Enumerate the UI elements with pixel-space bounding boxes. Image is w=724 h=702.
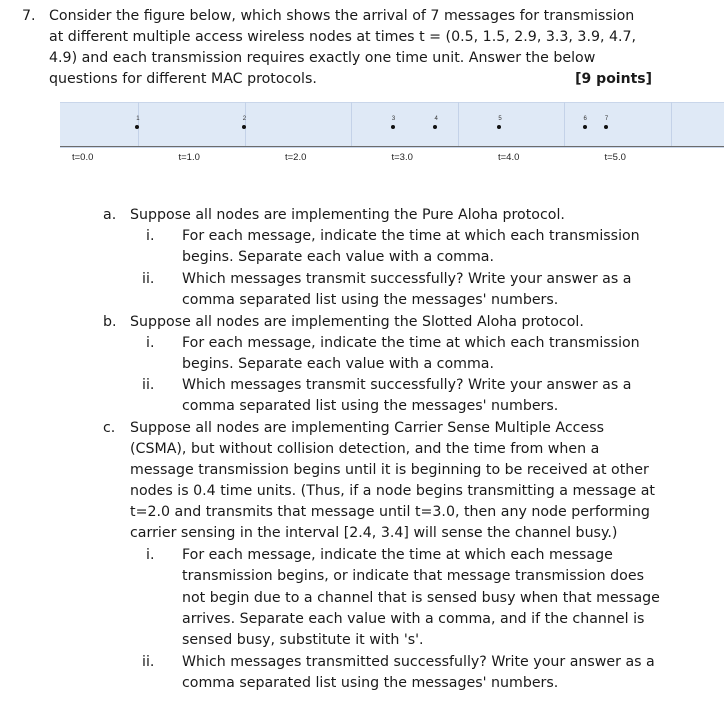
part-a-ii-marker: ii.: [142, 271, 155, 287]
timeline-tick-label: t=2.0: [285, 152, 307, 163]
part-b-ii-line: Which messages transmit successfully? Write your answer as a: [182, 377, 632, 393]
message-number-label: 2: [242, 116, 247, 122]
timeline-tick: [671, 102, 672, 146]
part-b-ii-marker: ii.: [142, 377, 155, 393]
part-b-i-line: begins. Separate each value with a comma.: [182, 356, 494, 372]
part-c-i-line: sensed busy, substitute it with 's'.: [182, 632, 424, 648]
timeline-tick: [458, 102, 459, 146]
part-b-i-marker: i.: [146, 335, 155, 351]
timeline-tick-label: t=1.0: [178, 152, 200, 163]
part-c-i-line: arrives. Separate each value with a comma, and if the channel is: [182, 611, 645, 627]
question-line: questions for different MAC protocols.: [49, 71, 317, 87]
part-c-line: t=2.0 and transmits that message until t=3.0, then any node performing: [130, 504, 650, 520]
message-number-label: 3: [391, 116, 396, 122]
part-c-line: nodes is 0.4 time units. (Thus, if a node begins transmitting a message at: [130, 483, 655, 499]
part-c-line: carrier sensing in the interval [2.4, 3.4] will sense the channel busy.): [130, 525, 618, 541]
timeline-axis: [60, 146, 724, 147]
timeline-tick: [138, 102, 139, 146]
message-arrival-dot: [604, 125, 608, 129]
part-a-ii-line: comma separated list using the messages' numbers.: [182, 292, 559, 308]
part-a-text: Suppose all nodes are implementing the Pure Aloha protocol.: [130, 207, 565, 223]
part-c-ii-line: Which messages transmitted successfully? Write your answer as a: [182, 654, 655, 670]
question-header: [22, 6, 712, 90]
message-arrival-dot: [391, 125, 395, 129]
part-c-ii-marker: ii.: [142, 654, 155, 670]
part-c-i-line: not begin due to a channel that is sensed busy when that message: [182, 590, 660, 606]
message-arrival-dot: [242, 125, 246, 129]
timeline-tick: [351, 102, 352, 146]
question-line: Consider the figure below, which shows the arrival of 7 messages for transmission: [49, 8, 635, 24]
part-c-line: message transmission begins until it is beginning to be received at other: [130, 462, 649, 478]
part-a-ii-line: Which messages transmit successfully? Write your answer as a: [182, 271, 632, 287]
message-number-label: 1: [136, 116, 140, 122]
part-a-i-marker: i.: [146, 228, 155, 244]
part-b-i-line: For each message, indicate the time at which each transmission: [182, 335, 640, 351]
timeline-tick-label: t=5.0: [604, 152, 626, 163]
part-a-i-line: For each message, indicate the time at which each transmission: [182, 228, 640, 244]
part-c-i-marker: i.: [146, 547, 155, 563]
question-line: at different multiple access wireless nodes at times t = (0.5, 1.5, 2.9, 3.3, 3.9, 4.7,: [49, 29, 637, 45]
timeline-tick-label: t=0.0: [72, 152, 94, 163]
timeline-tick-label: t=4.0: [498, 152, 520, 163]
timeline-tick-label: t=3.0: [391, 152, 413, 163]
part-a-marker: a.: [103, 207, 117, 223]
message-number-label: 6: [583, 116, 587, 122]
question-line: 4.9) and each transmission requires exactly one time unit. Answer the below: [49, 50, 596, 66]
part-c-i-line: transmission begins, or indicate that message transmission does: [182, 568, 644, 584]
timeline-tick: [564, 102, 565, 146]
points-label: [9 points]: [575, 71, 652, 87]
part-b-marker: b.: [103, 314, 117, 330]
part-c-i-line: For each message, indicate the time at which each message: [182, 547, 613, 563]
message-number-label: 7: [604, 116, 609, 122]
part-c-line: Suppose all nodes are implementing Carrier Sense Multiple Access: [130, 420, 604, 436]
timeline-tick: [242, 102, 247, 146]
message-number-label: 4: [434, 116, 438, 122]
message-arrival-dot: [583, 125, 587, 129]
part-b-ii-line: comma separated list using the messages' numbers.: [182, 398, 559, 414]
message-number-label: 5: [498, 116, 502, 122]
part-b-text: Suppose all nodes are implementing the Slotted Aloha protocol.: [130, 314, 584, 330]
part-c-ii-line: comma separated list using the messages' numbers.: [182, 675, 559, 691]
part-c-marker: c.: [103, 420, 116, 436]
part-a-i-line: begins. Separate each value with a comma.: [182, 249, 494, 265]
part-c-line: (CSMA), but without collision detection, and the time from when a: [130, 441, 600, 457]
question-number: 7.: [22, 8, 36, 24]
arrival-timeline-figure: [0, 102, 724, 172]
